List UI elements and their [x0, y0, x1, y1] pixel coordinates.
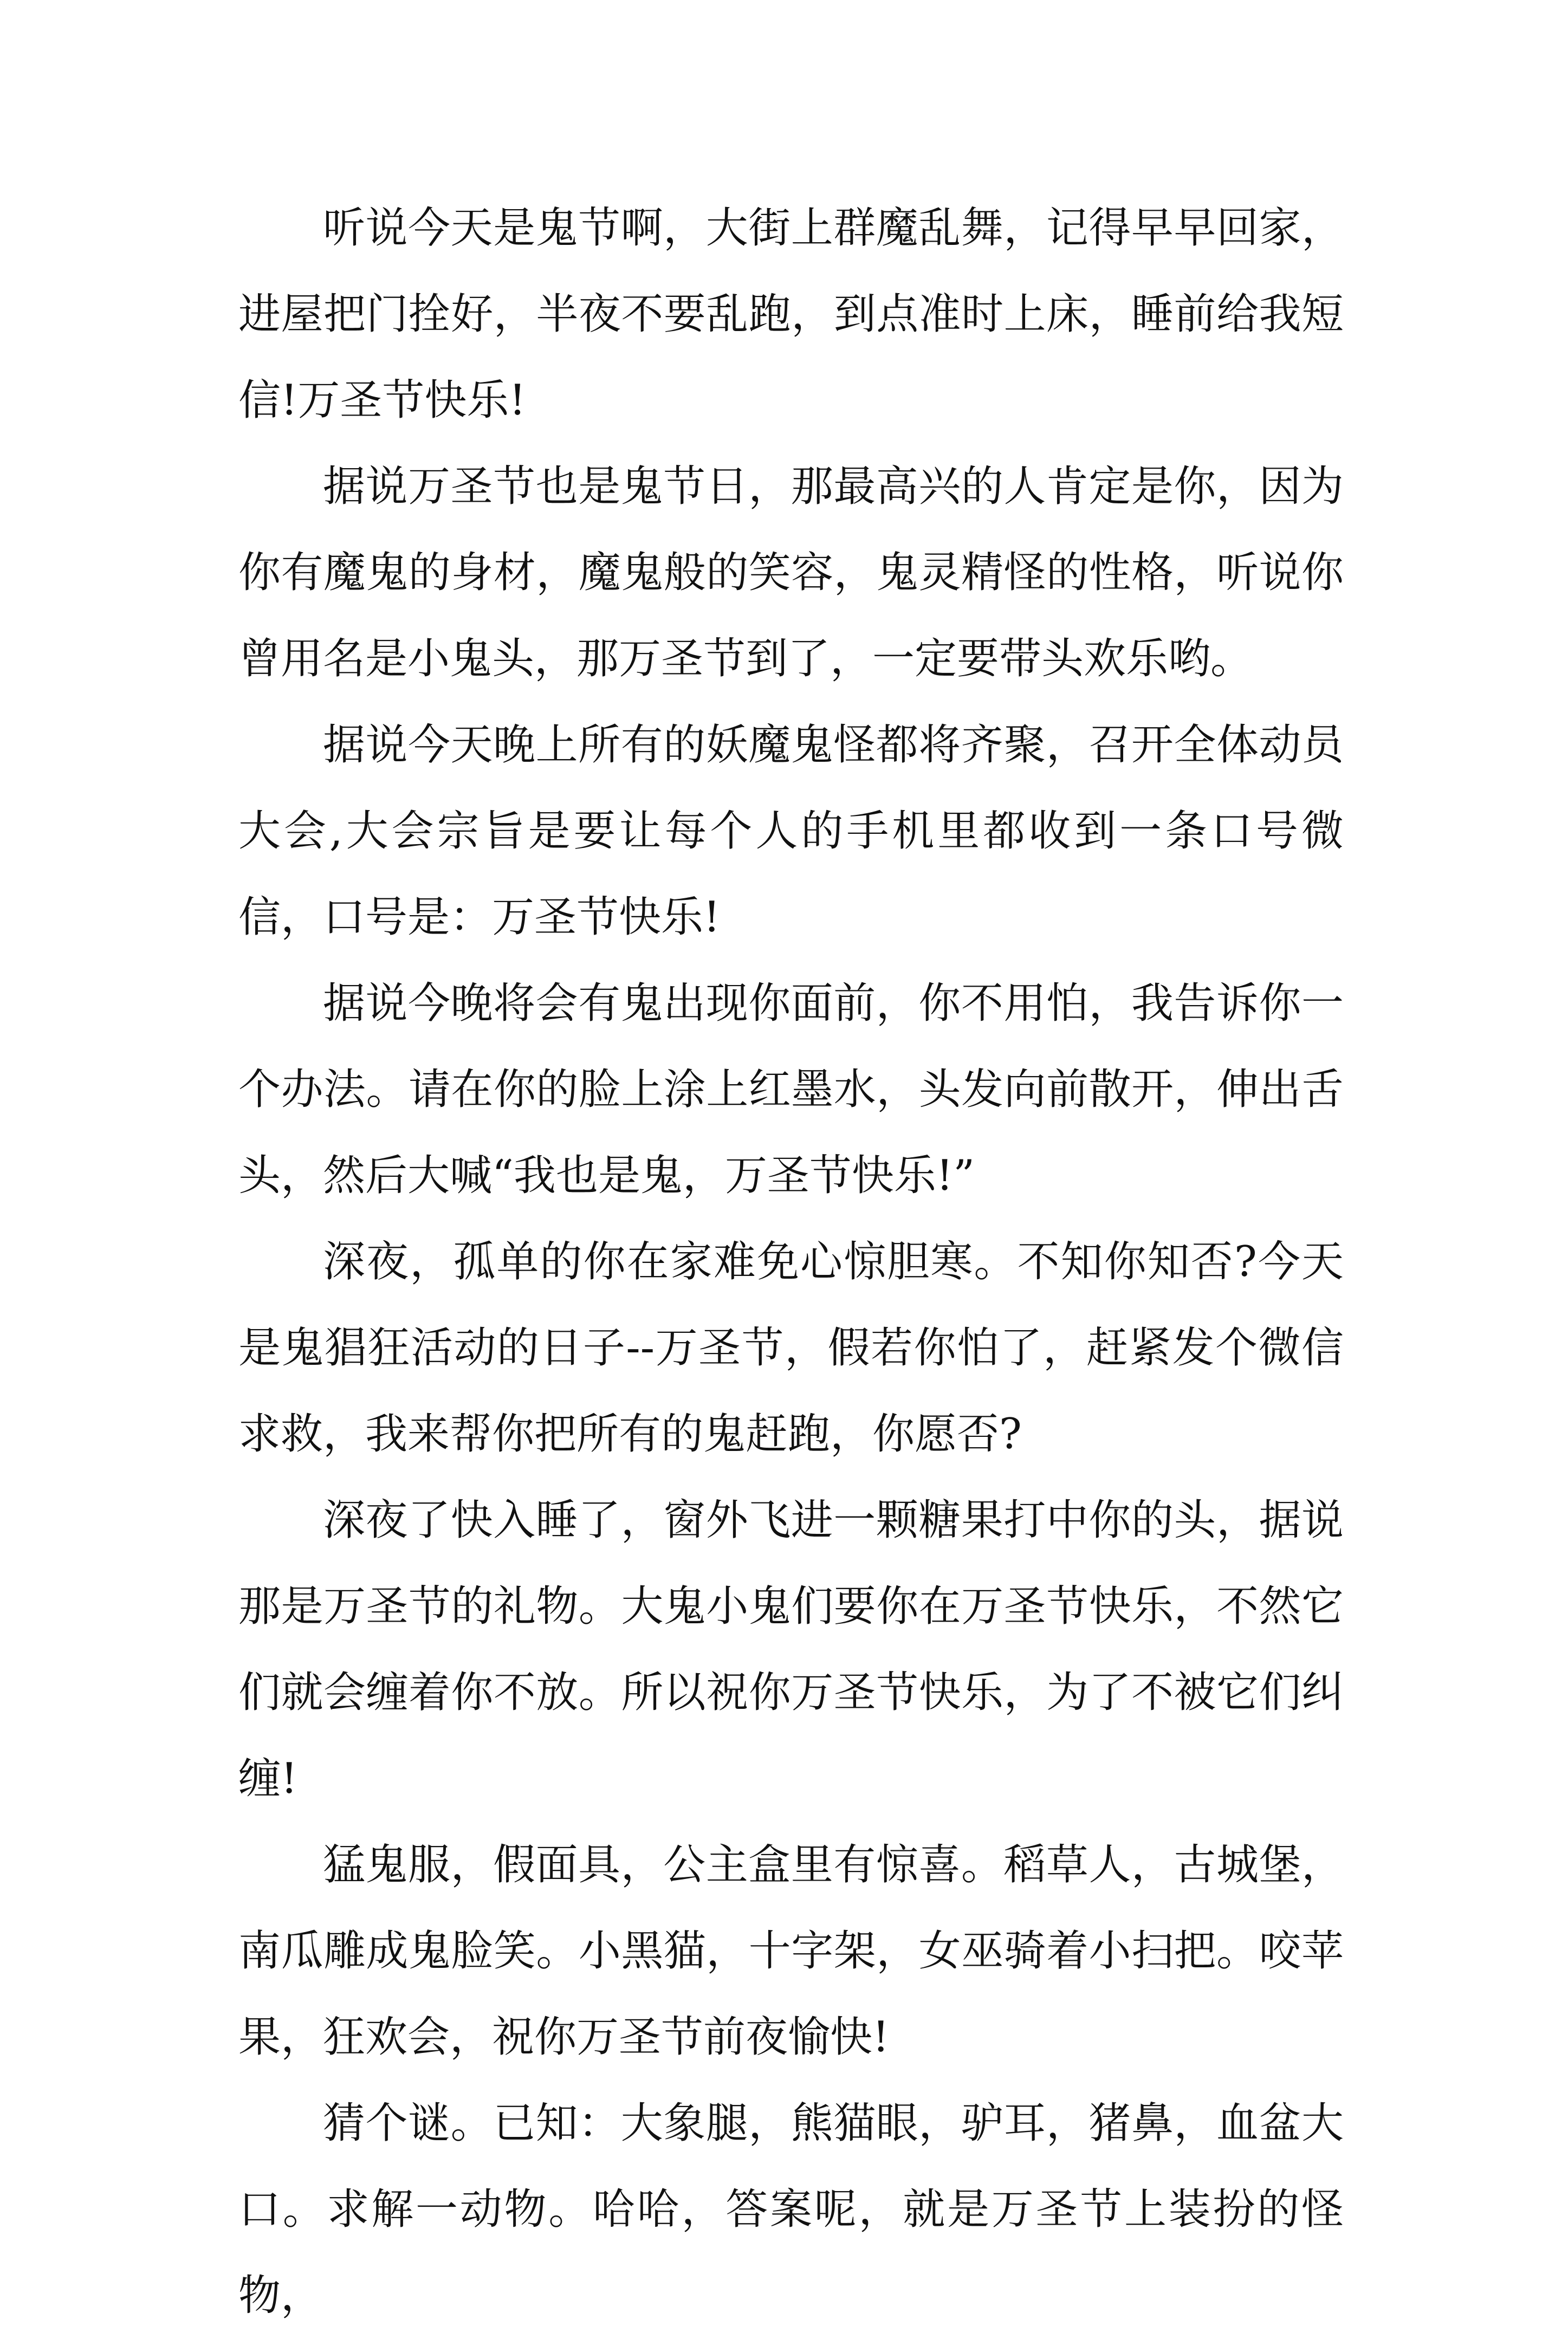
paragraph-4: 据说今晚将会有鬼出现你面前，你不用怕，我告诉你一个办法。请在你的脸上涂上红墨水，头发向前散开，伸出舌头，然后大喊“我也是鬼，万圣节快乐!”: [238, 979, 1344, 1200]
paragraph-2: 据说万圣节也是鬼节日，那最高兴的人肯定是你，因为你有魔鬼的身材，魔鬼般的笑容，鬼灵精怪的性格，听说你曾用名是小鬼头，那万圣节到了，一定要带头欢乐哟。: [238, 462, 1344, 683]
document-body: [238, 185, 1344, 2339]
paragraph-5: 深夜，孤单的你在家难免心惊胆寒。不知你知否?今天是鬼猖狂活动的日子--万圣节，假若你怕了，赶紧发个微信求救，我来帮你把所有的鬼赶跑，你愿否?: [238, 1237, 1344, 1459]
paragraph-8: 猜个谜。已知：大象腿，熊猫眼，驴耳，猪鼻，血盆大口。求解一动物。哈哈，答案呢，就是万圣节上装扮的怪物，: [238, 2099, 1344, 2320]
paragraph-7: 猛鬼服，假面具，公主盒里有惊喜。稻草人，古城堡，南瓜雕成鬼脸笑。小黑猫，十字架，女巫骑着小扫把。咬苹果，狂欢会，祝你万圣节前夜愉快!: [238, 1841, 1344, 2062]
paragraph-6: 深夜了快入睡了，窗外飞进一颗糖果打中你的头，据说那是万圣节的礼物。大鬼小鬼们要你在万圣节快乐，不然它们就会缠着你不放。所以祝你万圣节快乐，为了不被它们纠缠!: [238, 1496, 1344, 1803]
paragraph-1: 听说今天是鬼节啊，大街上群魔乱舞，记得早早回家，进屋把门拴好，半夜不要乱跑，到点准时上床，睡前给我短信!万圣节快乐!: [238, 204, 1344, 425]
paragraph-3: 据说今天晚上所有的妖魔鬼怪都将齐聚，召开全体动员大会,大会宗旨是要让每个人的手机里都收到一条口号微信，口号是：万圣节快乐!: [238, 721, 1344, 942]
